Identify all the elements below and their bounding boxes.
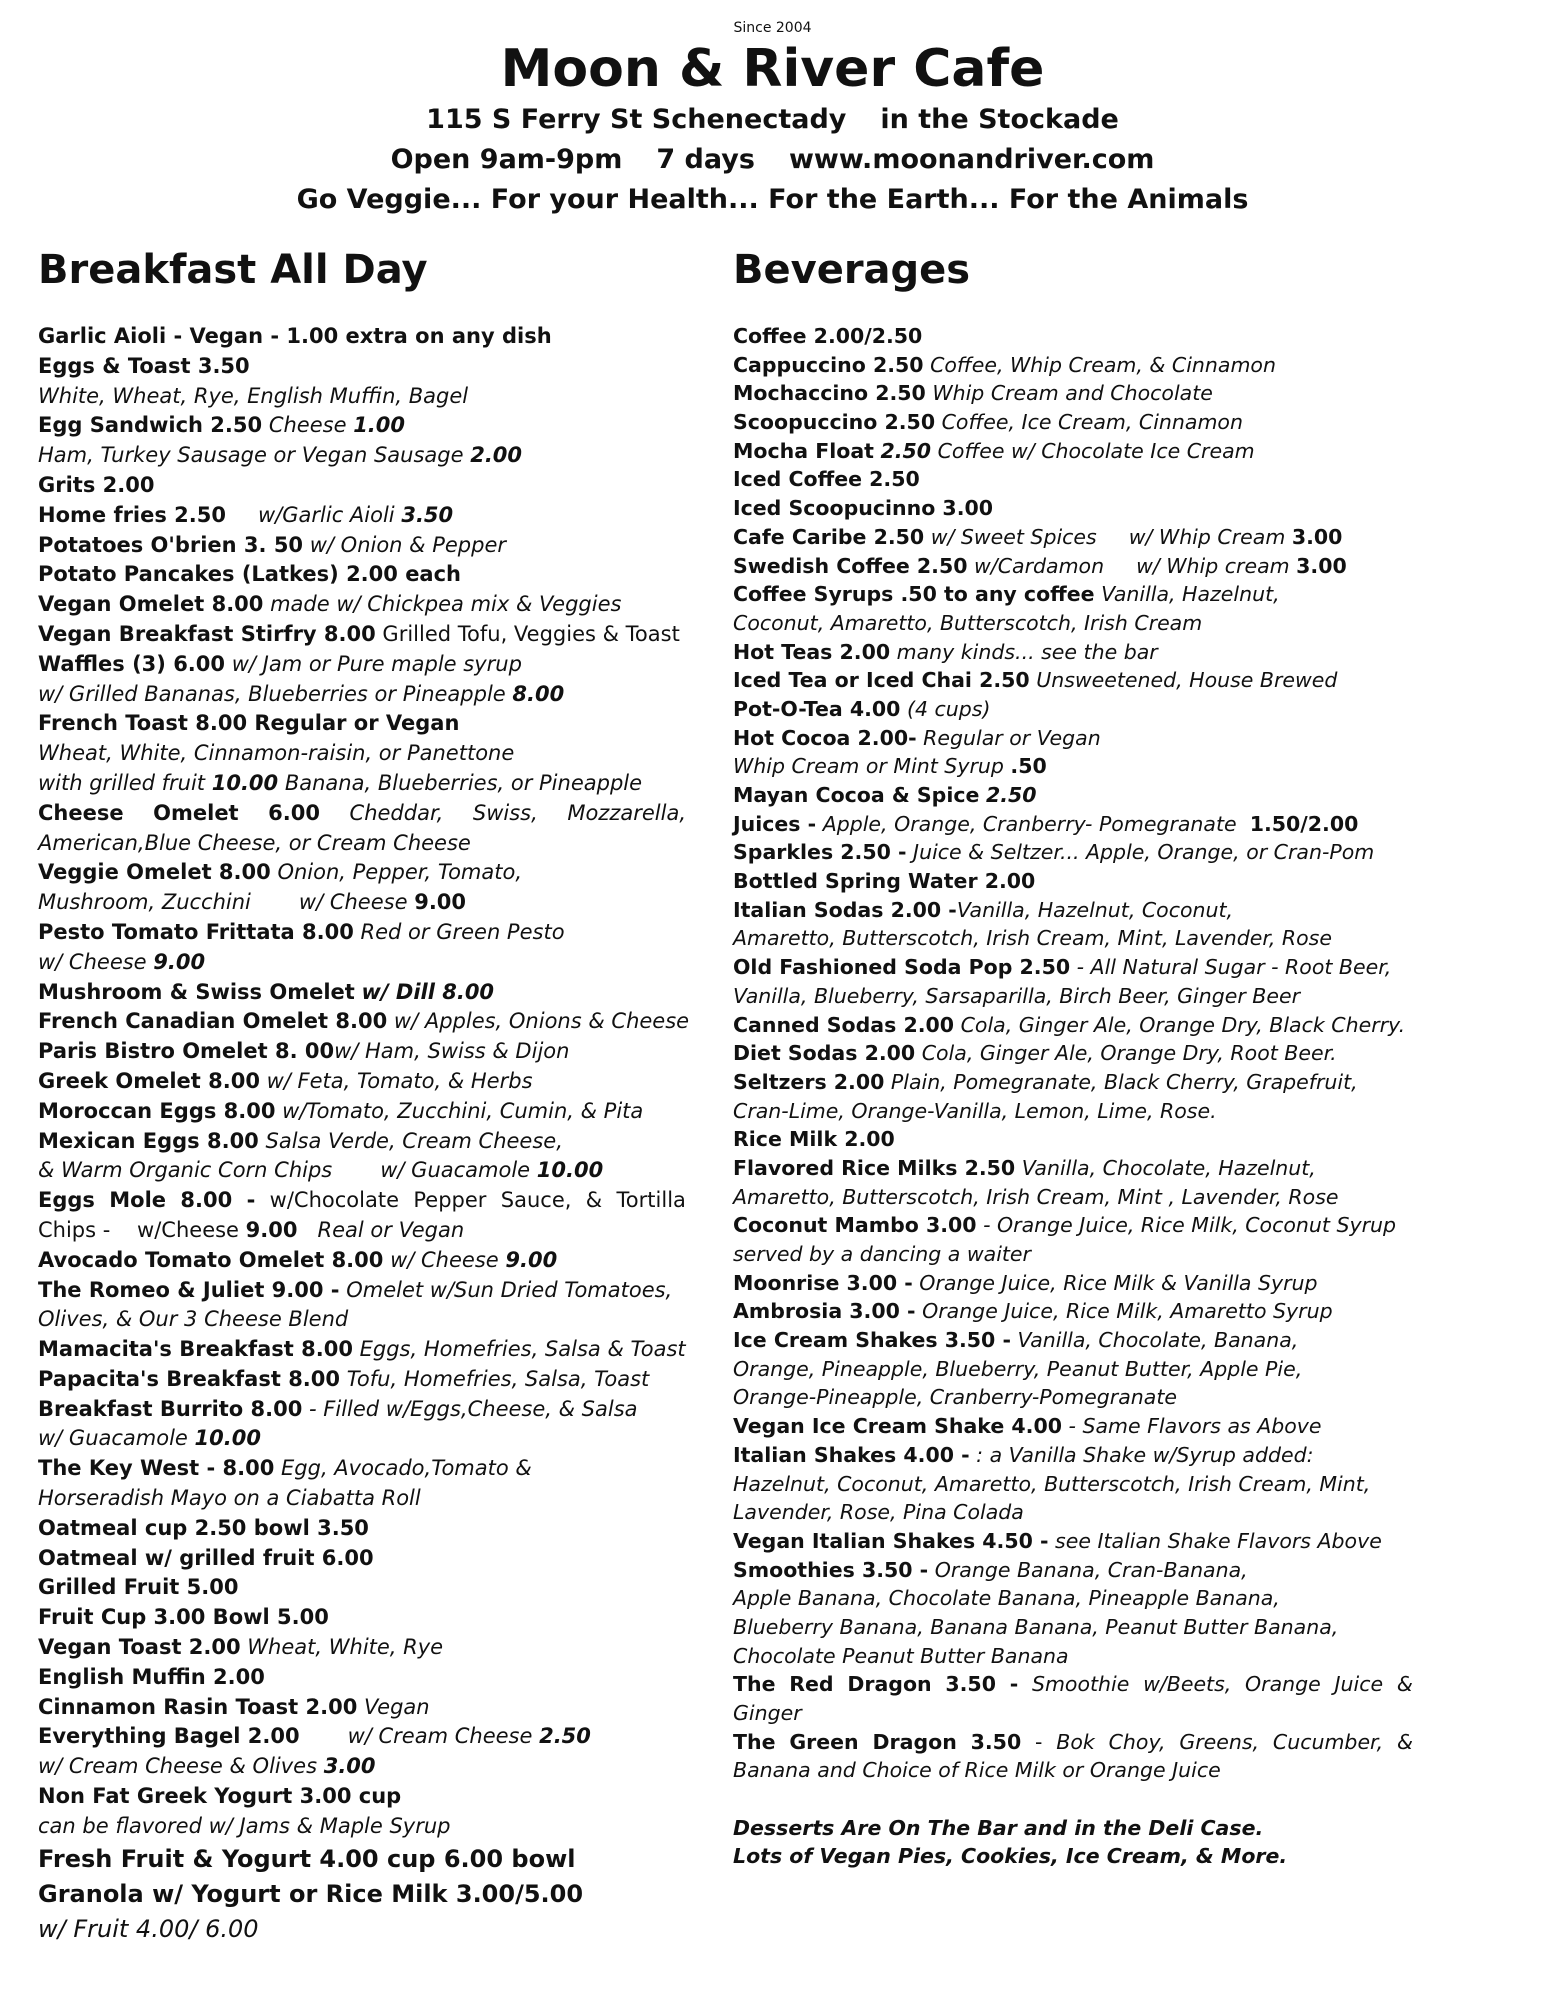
menu-line: Bottled Spring Water 2.00 <box>733 869 1036 894</box>
menu-line: Apple Banana, Chocolate Banana, Pineapple Banana, <box>733 1586 1280 1611</box>
menu-line: Sparkles 2.50 - Juice & Seltzer... Apple, Orange, or Cran-Pom <box>733 840 1375 865</box>
menu-line: Italian Shakes 4.00 - : a Vanilla Shake w/Syrup added: <box>733 1442 1314 1467</box>
address: 115 S Ferry St Schenectady <box>426 104 847 135</box>
menu-line: w/ Guacamole 10.00 <box>38 1426 261 1451</box>
menu-line: Iced Scoopucinno 3.00 <box>733 496 994 521</box>
menu-line: Mocha Float 2.50 Coffee w/ Chocolate Ice Cream <box>733 438 1255 463</box>
website-link[interactable]: www.moonandriver.com <box>788 144 1155 175</box>
menu-line: Oatmeal cup 2.50 bowl 3.50 <box>38 1515 369 1540</box>
menu-line: with grilled fruit 10.00 Banana, Blueberries, or Pineapple <box>38 770 643 795</box>
menu-line: Vegan Toast 2.00 Wheat, White, Rye <box>38 1635 444 1660</box>
menu-line: Hot Teas 2.00 many kinds... see the bar <box>733 639 1158 664</box>
menu-line: Orange-Pineapple, Cranberry-Pomegranate <box>733 1385 1178 1410</box>
menu-line: Canned Sodas 2.00 Cola, Ginger Ale, Orange Dry, Black Cherry. <box>733 1012 1406 1037</box>
menu-line: French Toast 8.00 Regular or Vegan <box>38 711 460 736</box>
menu-line: Hazelnut, Coconut, Amaretto, Butterscotch, Irish Cream, Mint, <box>733 1471 1371 1496</box>
since-label: Since 2004 <box>733 20 812 36</box>
days: 7 days <box>656 144 755 175</box>
menu-line: Everything Bagel 2.00 w/ Cream Cheese 2.50 <box>38 1724 591 1749</box>
beverages-section <box>733 246 1413 1871</box>
menu-line: White, Wheat, Rye, English Muffin, Bagel <box>38 383 469 408</box>
menu-line: Egg Sandwich 2.50 Cheese 1.00 <box>38 413 406 438</box>
menu-line: Ginger <box>733 1701 802 1725</box>
menu-line: Old Fashioned Soda Pop 2.50 - All Natural Sugar - Root Beer, <box>733 955 1392 980</box>
menu-line: Whip Cream or Mint Syrup .50 <box>733 754 1047 779</box>
menu-line: American,Blue Cheese, or Cream Cheese <box>38 830 471 855</box>
menu-line: Vanilla, Blueberry, Sarsaparilla, Birch Beer, Ginger Beer <box>733 983 1300 1008</box>
menu-line: w/ Fruit 4.00/ 6.00 <box>38 1914 259 1943</box>
menu-line: Italian Sodas 2.00 -Vanilla, Hazelnut, Coconut, <box>733 897 1234 922</box>
menu-line: Pesto Tomato Frittata 8.00 Red or Green Pesto <box>38 919 565 944</box>
menu-line: Iced Tea or Iced Chai 2.50 Unsweetened, House Brewed <box>733 668 1338 693</box>
menu-line: Moonrise 3.00 - Orange Juice, Rice Milk & Vanilla Syrup <box>733 1270 1318 1295</box>
menu-line: Lavender, Rose, Pina Colada <box>733 1500 1024 1525</box>
menu-line: Fruit Cup 3.00 Bowl 5.00 <box>38 1605 329 1630</box>
desserts-note: Lots of Vegan Pies, Cookies, Ice Cream, & More. <box>733 1844 1288 1869</box>
menu-line: served by a dancing a waiter <box>733 1242 1031 1266</box>
slogan: Go Veggie... For your Health... For the Earth... For the Animals <box>296 184 1249 215</box>
menu-line: Cheese Omelet 6.00 Cheddar, Swiss, Mozzarella, <box>38 800 686 825</box>
menu-line: Amaretto, Butterscotch, Irish Cream, Mint, Lavender, Rose <box>733 926 1332 951</box>
menu-line: Oatmeal w/ grilled fruit 6.00 <box>38 1545 374 1570</box>
menu-line: Banana and Choice of Rice Milk or Orange Juice <box>733 1758 1221 1783</box>
menu-line: Grilled Fruit 5.00 <box>38 1575 239 1600</box>
menu-line: Amaretto, Butterscotch, Irish Cream, Mint , Lavender, Rose <box>733 1184 1339 1209</box>
menu-line: Mochaccino 2.50 Whip Cream and Chocolate <box>733 381 1213 406</box>
hours: Open 9am-9pm <box>390 144 623 175</box>
menu-line: Scoopuccino 2.50 Coffee, Ice Cream, Cinnamon <box>733 410 1243 435</box>
menu-line: Seltzers 2.00 Plain, Pomegranate, Black Cherry, Grapefruit, <box>733 1069 1358 1094</box>
menu-line: Coffee Syrups .50 to any coffee Vanilla, Hazelnut, <box>733 582 1280 607</box>
menu-line: Mexican Eggs 8.00 Salsa Verde, Cream Cheese, <box>38 1128 563 1153</box>
menu-line: English Muffin 2.00 <box>38 1664 265 1689</box>
menu-line: Rice Milk 2.00 <box>733 1127 895 1152</box>
menu-line: Hot Cocoa 2.00- Regular or Vegan <box>733 725 1101 750</box>
menu-line: Iced Coffee 2.50 <box>733 467 920 492</box>
menu-line: Chips - w/Cheese 9.00 Real or Vegan <box>38 1217 465 1242</box>
menu-line: The Red Dragon 3.50 - Smoothie w/Beets, Orange Juice & <box>733 1672 1413 1697</box>
menu-line: Juices - Apple, Orange, Cranberry- Pomegranate 1.50/2.00 <box>733 811 1359 836</box>
menu-line: Cafe Caribe 2.50 w/ Sweet Spices w/ Whip Cream 3.00 <box>733 524 1343 549</box>
menu-line: The Romeo & Juliet 9.00 - Omelet w/Sun Dried Tomatoes, <box>38 1277 673 1302</box>
menu-line: Coffee 2.00/2.50 <box>733 324 923 348</box>
menu-line: French Canadian Omelet 8.00 w/ Apples, Onions & Cheese <box>38 1009 690 1034</box>
menu-line: Ham, Turkey Sausage or Vegan Sausage 2.00 <box>38 443 523 468</box>
menu-line: Avocado Tomato Omelet 8.00 w/ Cheese 9.00 <box>38 1247 558 1272</box>
menu-line: Greek Omelet 8.00 w/ Feta, Tomato, & Herbs <box>38 1068 533 1093</box>
menu-line: w/ Grilled Bananas, Blueberries or Pineapple 8.00 <box>38 681 565 706</box>
menu-line: Vegan Ice Cream Shake 4.00 - Same Flavors as Above <box>733 1414 1322 1439</box>
menu-line: Smoothies 3.50 - Orange Banana, Cran-Banana, <box>733 1557 1248 1582</box>
menu-line: Blueberry Banana, Banana Banana, Peanut Butter Banana, <box>733 1614 1339 1639</box>
menu-line: Vegan Breakfast Stirfry 8.00 Grilled Tofu, Veggies & Toast <box>38 621 680 646</box>
menu-line: Mamacita's Breakfast 8.00 Eggs, Homefries, Salsa & Toast <box>38 1337 686 1362</box>
menu-line: Wheat, White, Cinnamon-raisin, or Panettone <box>38 741 515 766</box>
menu-line: & Warm Organic Corn Chips w/ Guacamole 10.00 <box>38 1158 604 1183</box>
menu-line: Grits 2.00 <box>38 472 155 497</box>
menu-line: Moroccan Eggs 8.00 w/Tomato, Zucchini, Cumin, & Pita <box>38 1098 644 1123</box>
menu-line: Coconut Mambo 3.00 - Orange Juice, Rice Milk, Coconut Syrup <box>733 1213 1397 1238</box>
hours-line <box>0 140 1545 180</box>
menu-line: Paris Bistro Omelet 8. 00w/ Ham, Swiss & Dijon <box>38 1039 570 1064</box>
menu-line: Cappuccino 2.50 Coffee, Whip Cream, & Cinnamon <box>733 352 1276 377</box>
menu-line: Olives, & Our 3 Cheese Blend <box>38 1307 349 1332</box>
menu-line: Chocolate Peanut Butter Banana <box>733 1643 1069 1668</box>
menu-line: Diet Sodas 2.00 Cola, Ginger Ale, Orange Dry, Root Beer. <box>733 1041 1337 1066</box>
menu-line: The Green Dragon 3.50 - Bok Choy, Greens, Cucumber, & <box>733 1729 1413 1754</box>
menu-line: Veggie Omelet 8.00 Onion, Pepper, Tomato, <box>38 860 523 885</box>
menu-line: Breakfast Burrito 8.00 - Filled w/Eggs,Cheese, & Salsa <box>38 1396 638 1421</box>
menu-line: Cran-Lime, Orange-Vanilla, Lemon, Lime, Rose. <box>733 1098 1217 1123</box>
menu-line: Potatoes O'brien 3. 50 w/ Onion & Pepper <box>38 532 507 557</box>
menu-line: Mushroom & Swiss Omelet w/ Dill 8.00 <box>38 979 495 1004</box>
menu-line: Waffles (3) 6.00 w/ Jam or Pure maple syrup <box>38 651 522 676</box>
menu-line: Papacita's Breakfast 8.00 Tofu, Homefries, Salsa, Toast <box>38 1366 650 1391</box>
menu-header <box>0 18 1545 220</box>
menu-line: Mushroom, Zucchini w/ Cheese 9.00 <box>38 890 467 915</box>
menu-line: Pot-O-Tea 4.00 (4 cups) <box>733 696 991 721</box>
menu-line: Vegan Italian Shakes 4.50 - see Italian Shake Flavors Above <box>733 1528 1382 1553</box>
menu-line: Fresh Fruit & Yogurt 4.00 cup 6.00 bowl <box>38 1844 576 1873</box>
menu-line: Non Fat Greek Yogurt 3.00 cup <box>38 1784 402 1809</box>
beverages-heading: Beverages <box>733 247 971 293</box>
menu-line: Garlic Aioli - Vegan - 1.00 extra on any dish <box>38 324 552 348</box>
menu-line: Granola w/ Yogurt or Rice Milk 3.00/5.00 <box>38 1879 584 1908</box>
menu-line: The Key West - 8.00 Egg, Avocado,Tomato & <box>38 1456 532 1481</box>
cafe-title: Moon & River Cafe <box>500 39 1045 99</box>
breakfast-section <box>38 246 690 1947</box>
menu-line: Mayan Cocoa & Spice 2.50 <box>733 783 1037 807</box>
menu-line: Swedish Coffee 2.50 w/Cardamon w/ Whip cream 3.00 <box>733 553 1347 578</box>
menu-line: Home fries 2.50 w/Garlic Aioli 3.50 <box>38 502 454 527</box>
menu-line: Coconut, Amaretto, Butterscotch, Irish Cream <box>733 610 1203 635</box>
location: in the Stockade <box>880 104 1119 135</box>
menu-line: Orange, Pineapple, Blueberry, Peanut Butter, Apple Pie, <box>733 1356 1303 1381</box>
desserts-note: Desserts Are On The Bar and in the Deli Case. <box>733 1815 1264 1840</box>
menu-line: can be flavored w/ Jams & Maple Syrup <box>38 1813 451 1838</box>
menu-line: w/ Cheese 9.00 <box>38 949 206 974</box>
menu-line: Ice Cream Shakes 3.50 - Vanilla, Chocolate, Banana, <box>733 1328 1299 1353</box>
menu-line: w/ Cream Cheese & Olives 3.00 <box>38 1754 376 1779</box>
menu-line: Vegan Omelet 8.00 made w/ Chickpea mix & Veggies <box>38 592 622 617</box>
menu-line: Eggs & Toast 3.50 <box>38 353 250 378</box>
menu-line: Potato Pancakes (Latkes) 2.00 each <box>38 562 462 587</box>
menu-line: Ambrosia 3.00 - Orange Juice, Rice Milk, Amaretto Syrup <box>733 1299 1333 1324</box>
menu-line: Flavored Rice Milks 2.50 Vanilla, Chocolate, Hazelnut, <box>733 1155 1316 1180</box>
menu-line: Horseradish Mayo on a Ciabatta Roll <box>38 1486 421 1511</box>
breakfast-heading: Breakfast All Day <box>38 247 428 293</box>
address-line <box>0 100 1545 140</box>
menu-line: Eggs Mole 8.00 - w/Chocolate Pepper Sauce, & Tortilla <box>38 1188 686 1213</box>
menu-line: Cinnamon Rasin Toast 2.00 Vegan <box>38 1694 430 1719</box>
spacer <box>733 1785 1413 1814</box>
